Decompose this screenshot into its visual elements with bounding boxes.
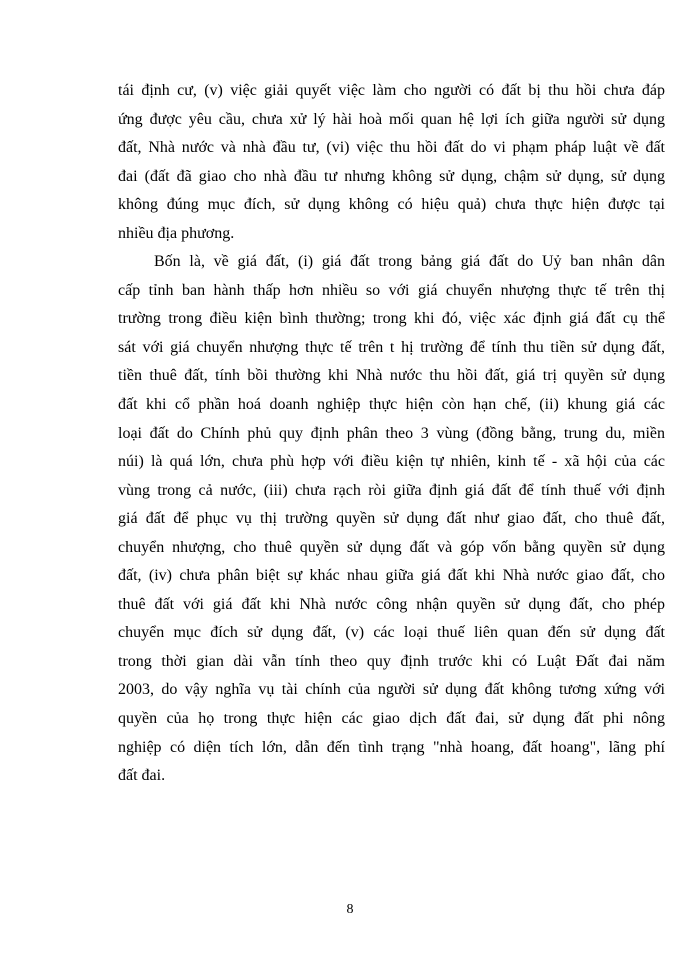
- text-line: đất đai.: [118, 767, 166, 785]
- text-line: nhiều địa phương.: [118, 224, 235, 242]
- text-line: chuyển nhượng, cho thuê quyền sử dụng đất và góp vốn bằng quyền sử dụng: [118, 538, 665, 556]
- text-line: đất khi cổ phần hoá doanh nghiệp thực hiện còn hạn chế, (ii) khung giá các: [118, 396, 665, 414]
- text-line: đất, (iv) chưa phân biệt sự khác nhau giữa giá đất khi Nhà nước giao đất, cho: [118, 567, 665, 585]
- text-line: 2003, do vậy nghĩa vụ tài chính của người sử dụng đất không tương xứng với: [118, 681, 665, 699]
- text-line: Bốn là, về giá đất, (i) giá đất trong bảng giá đất do Uỷ ban nhân dân: [154, 253, 665, 271]
- text-line: quyền của họ trong thực hiện các giao dịch đất đai, sử dụng đất phi nông: [118, 710, 665, 728]
- paragraph-2: [118, 248, 665, 790]
- text-line: núi) là quá lớn, chưa phù hợp với điều kiện tự nhiên, kinh tế - xã hội của các: [118, 453, 665, 471]
- text-line: không đúng mục đích, sử dụng không có hiệu quả) chưa thực hiện được tại: [118, 196, 665, 214]
- text-line: giá đất để phục vụ thị trường quyền sử dụng đất như giao đất, cho thuê đất,: [118, 510, 665, 528]
- text-line: nghiệp có diện tích lớn, dẫn đến tình trạng "nhà hoang, đất hoang", lãng phí: [118, 738, 665, 756]
- text-line: loại đất do Chính phủ quy định phân theo 3 vùng (đồng bằng, trung du, miền: [118, 424, 665, 442]
- text-line: đất, Nhà nước và nhà đầu tư, (vi) việc thu hồi đất do vi phạm pháp luật về đất: [118, 139, 665, 157]
- text-line: thuê đất với giá đất khi Nhà nước công nhận quyền sử dụng đất, cho phép: [118, 595, 665, 613]
- text-line: ứng được yêu cầu, chưa xử lý hài hoà mối quan hệ lợi ích giữa người sử dụng: [118, 110, 665, 128]
- text-line: tiền thuê đất, tính bồi thường khi Nhà nước thu hồi đất, giá trị quyền sử dụng: [118, 367, 665, 385]
- page-number: 8: [346, 902, 354, 917]
- text-line: cấp tỉnh ban hành thấp hơn nhiều so với giá chuyển nhượng thực tế trên thị: [118, 281, 665, 299]
- body-text: [118, 77, 665, 791]
- text-line: vùng trong cả nước, (iii) chưa rạch ròi giữa định giá đất để tính thuế với định: [118, 481, 665, 499]
- text-line: tái định cư, (v) việc giải quyết việc làm cho người có đất bị thu hồi chưa đáp: [118, 82, 665, 99]
- text-line: đai (đất đã giao cho nhà đầu tư nhưng không sử dụng, chậm sử dụng, sử dụng: [118, 167, 665, 185]
- text-line: chuyển mục đích sử dụng đất, (v) các loại thuế liên quan đến sử dụng đất: [118, 624, 665, 642]
- paragraph-1: [118, 77, 665, 248]
- text-line: trong thời gian dài vẫn tính theo quy định trước khi có Luật Đất đai năm: [118, 652, 665, 670]
- text-line: sát với giá chuyển nhượng thực tế trên t hị trường để tính thu tiền sử dụng đất,: [118, 338, 665, 356]
- text-line: trường trong điều kiện bình thường; trong khi đó, việc xác định giá đất cụ thể: [118, 310, 665, 328]
